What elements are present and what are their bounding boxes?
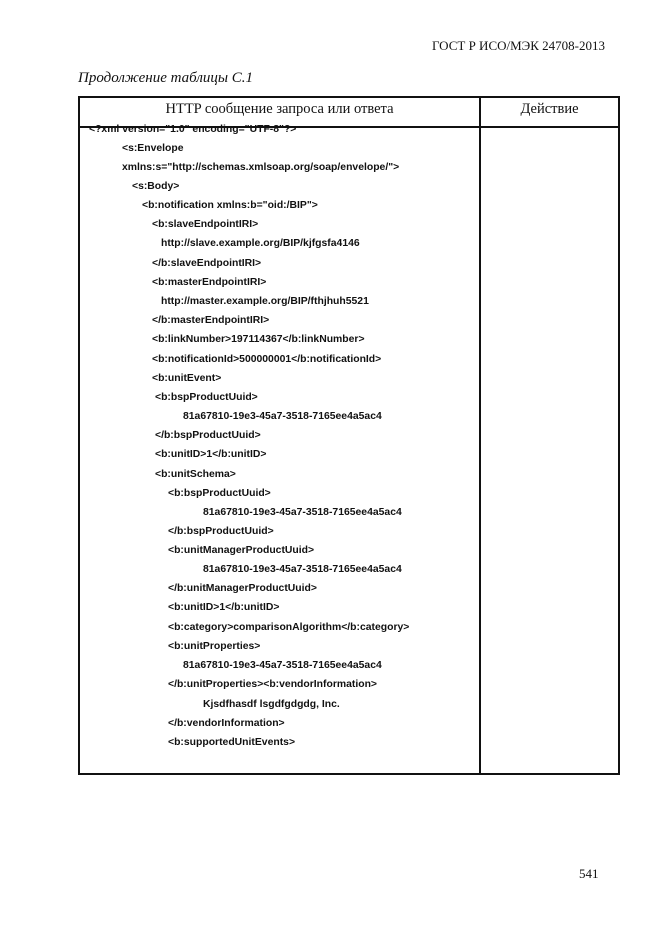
xml-line: <b:linkNumber>197114367</b:linkNumber> — [152, 334, 365, 345]
xml-line: 81a67810-19e3-45a7-3518-7165ee4a5ac4 — [183, 411, 382, 422]
xml-line: <b:unitID>1</b:unitID> — [168, 602, 280, 613]
xml-line: <b:masterEndpointIRI> — [152, 277, 267, 288]
xml-line: <b:unitSchema> — [155, 469, 236, 480]
xml-line: </b:slaveEndpointIRI> — [152, 258, 262, 269]
xml-line: <b:unitEvent> — [152, 373, 222, 384]
page-number: 541 — [579, 866, 599, 881]
xml-line: <b:supportedUnitEvents> — [168, 737, 296, 748]
xml-line: <b:unitProperties> — [168, 641, 261, 652]
xml-line: <b:notification xmlns:b="oid:/BIP"> — [142, 200, 318, 211]
xml-line: 81a67810-19e3-45a7-3518-7165ee4a5ac4 — [203, 507, 402, 518]
xml-line: </b:bspProductUuid> — [155, 430, 261, 441]
xml-line: <b:unitManagerProductUuid> — [168, 545, 315, 556]
xml-line: <b:bspProductUuid> — [155, 392, 258, 403]
column-header-message: HTTP сообщение запроса или ответа — [165, 101, 394, 117]
document-id: ГОСТ Р ИСО/МЭК 24708-2013 — [431, 38, 605, 53]
column-header-action: Действие — [520, 101, 579, 117]
xml-line: <b:bspProductUuid> — [168, 488, 271, 499]
xml-line: <b:unitID>1</b:unitID> — [155, 449, 267, 460]
xml-line: <b:slaveEndpointIRI> — [152, 219, 259, 230]
message-table — [78, 96, 620, 775]
xml-line: <s:Envelope — [122, 143, 184, 154]
xml-line: http://master.example.org/BIP/fthjhuh5521 — [161, 296, 369, 307]
xml-line: </b:vendorInformation> — [168, 718, 285, 729]
xml-line: 81a67810-19e3-45a7-3518-7165ee4a5ac4 — [203, 564, 402, 575]
table-caption: Продолжение таблицы С.1 — [78, 70, 254, 86]
xml-line: <b:notificationId>500000001</b:notificationId> — [152, 354, 382, 365]
xml-line: <?xml version="1.0" encoding="UTF-8"?> — [89, 124, 297, 135]
xml-line: Kjsdfhasdf lsgdfgdgdg, Inc. — [203, 699, 340, 710]
xml-line: </b:bspProductUuid> — [168, 526, 274, 537]
xml-line: </b:unitManagerProductUuid> — [168, 583, 317, 594]
xml-line: <s:Body> — [132, 181, 180, 192]
xml-line: xmlns:s="http://schemas.xmlsoap.org/soap/envelope/"> — [122, 162, 400, 173]
xml-line: </b:unitProperties><b:vendorInformation> — [168, 679, 377, 690]
column-divider — [479, 98, 481, 773]
xml-line: </b:masterEndpointIRI> — [152, 315, 270, 326]
xml-line: 81a67810-19e3-45a7-3518-7165ee4a5ac4 — [183, 660, 382, 671]
xml-line: http://slave.example.org/BIP/kjfgsfa4146 — [161, 238, 360, 249]
xml-line: <b:category>comparisonAlgorithm</b:category> — [168, 622, 410, 633]
